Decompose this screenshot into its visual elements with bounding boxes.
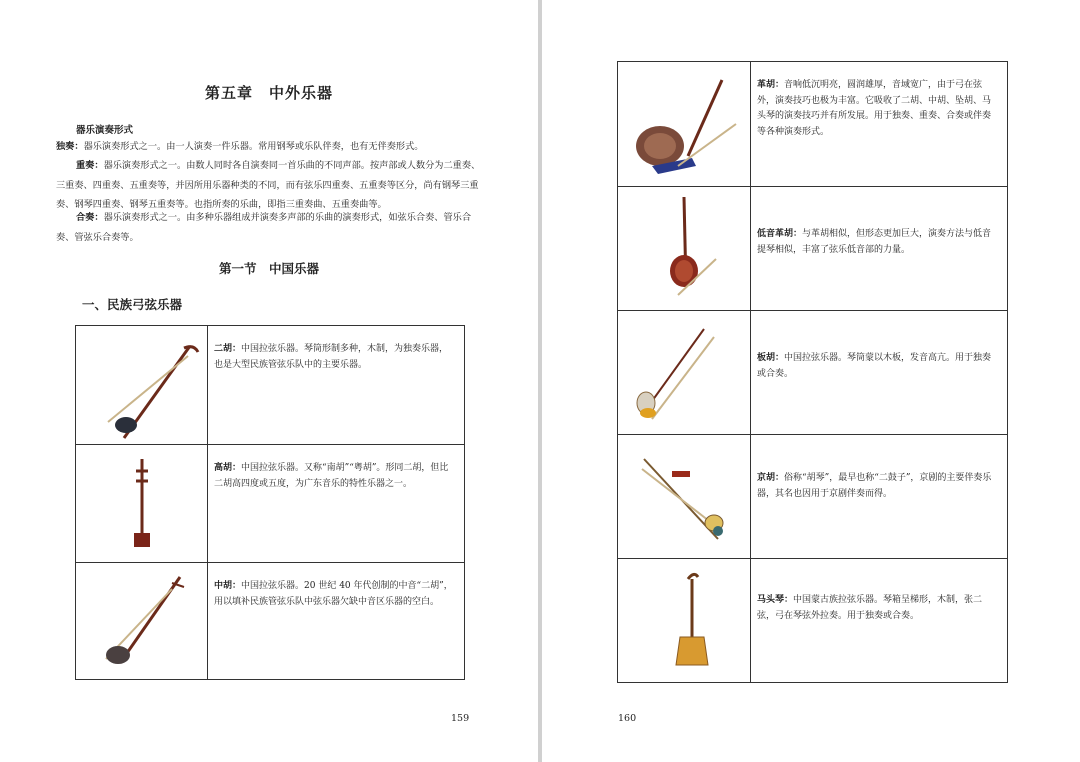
gehu-description-cell: [751, 62, 1008, 187]
bass-gehu-image-cell: [618, 187, 751, 311]
right-page: [542, 0, 1080, 762]
term-ensemble: 重奏：: [76, 160, 104, 171]
gaohu-description-cell: [208, 445, 465, 563]
bass-gehu-desc: 与革胡相似，但形态更加巨大，演奏方法与低音提琴相似，丰富了弦乐低音部的力量。: [757, 229, 992, 255]
table-row: [618, 187, 1008, 311]
gaohu-image-cell: [76, 445, 208, 563]
performance-forms-heading: 器乐演奏形式: [76, 125, 134, 136]
gaohu-desc: 中国拉弦乐器。又称“南胡”“粤胡”。形同二胡，但比二胡高四度或五度，为广东音乐的特性乐器之一。: [214, 463, 449, 489]
zhonghu-name: 中胡：: [214, 581, 242, 591]
chapter-title: 第五章 中外乐器: [204, 84, 333, 102]
zhonghu-desc: 中国拉弦乐器。20 世纪 40 年代创制的中音“二胡”，用以填补民族管弦乐队中弦乐器欠缺中音区乐器的空白。: [214, 581, 453, 607]
term-tutti: 合奏：: [76, 212, 104, 223]
left-page: [0, 0, 538, 762]
erhu-image: [76, 326, 208, 445]
zhonghu-image-cell: [76, 563, 208, 680]
erhu-description-cell: [208, 326, 465, 445]
table-row: [618, 559, 1008, 683]
matouqin-image: [618, 559, 751, 683]
banhu-name: 板胡：: [757, 353, 785, 363]
table-row: [618, 435, 1008, 559]
page-number-left: 159: [451, 713, 470, 724]
text-ensemble: 器乐演奏形式之一。由数人同时各自演奏同一首乐曲的不同声部。按声部或人数分为二重奏、三重奏、四重奏、五重奏等，并因所用乐器种类的不同，而有弦乐四重奏、五重奏等区分，尚有钢琴三重奏、钢琴四重奏、钢琴五重奏等。也指所奏的乐曲，即指三重奏曲、五重奏曲等。: [56, 160, 481, 210]
subsection-title: 一、民族弓弦乐器: [82, 297, 183, 312]
term-solo: 独奏：: [56, 141, 84, 152]
page-number-right: 160: [618, 713, 637, 724]
matouqin-image-cell: [618, 559, 751, 683]
table-row: [76, 563, 465, 680]
zhonghu-image: [76, 563, 208, 680]
paragraph-ensemble: [56, 156, 486, 215]
banhu-desc: 中国拉弦乐器。琴筒蒙以木板，发音高亢。用于独奏或合奏。: [757, 353, 992, 379]
banhu-image-cell: [618, 311, 751, 435]
bass-gehu-description-cell: [751, 187, 1008, 311]
zhonghu-description-cell: [208, 563, 465, 680]
paragraph-tutti: [56, 208, 486, 247]
table-row: [618, 62, 1008, 187]
jinghu-image: [618, 435, 751, 559]
gaohu-image: [76, 445, 208, 563]
gehu-name: 革胡：: [757, 80, 785, 90]
matouqin-description-cell: [751, 559, 1008, 683]
gehu-desc: 音响低沉明亮，圆润雄厚，音域宽广，由于弓在弦外，演奏技巧也极为丰富。它吸收了二胡、中胡、坠胡、马头琴的演奏技巧并有所发展。用于独奏、重奏、合奏或伴奏等各种演奏形式。: [757, 80, 992, 137]
gehu-image: [618, 62, 751, 187]
paragraph-solo: [56, 137, 486, 157]
bass-gehu-name: 低音革胡：: [757, 229, 803, 239]
jinghu-desc: 俗称“胡琴”，最早也称“二鼓子”，京剧的主要伴奏乐器，其名也因用于京剧伴奏而得。: [757, 473, 992, 499]
banhu-image: [618, 311, 751, 435]
instrument-table-right: [617, 61, 1008, 683]
gehu-image-cell: [618, 62, 751, 187]
erhu-name: 二胡：: [214, 344, 242, 354]
matouqin-desc: 中国蒙古族拉弦乐器。琴箱呈梯形，木制，张二弦，弓在琴弦外拉奏。用于独奏或合奏。: [757, 595, 983, 621]
instrument-table-left: [75, 325, 465, 680]
erhu-image-cell: [76, 326, 208, 445]
jinghu-name: 京胡：: [757, 473, 785, 483]
table-row: [618, 311, 1008, 435]
erhu-desc: 中国拉弦乐器。琴筒形制多种，木制，为独奏乐器，也是大型民族管弦乐队中的主要乐器。: [214, 344, 449, 370]
matouqin-name: 马头琴：: [757, 595, 794, 605]
jinghu-description-cell: [751, 435, 1008, 559]
banhu-description-cell: [751, 311, 1008, 435]
text-tutti: 器乐演奏形式之一。由多种乐器组成并演奏多声部的乐曲的演奏形式，如弦乐合奏、管乐合奏、管弦乐合奏等。: [56, 212, 472, 243]
text-solo: 器乐演奏形式之一。由一人演奏一件乐器。常用钢琴或乐队伴奏，也有无伴奏形式。: [83, 141, 424, 152]
gaohu-name: 高胡：: [214, 463, 242, 473]
jinghu-image-cell: [618, 435, 751, 559]
section-title: 第一节 中国乐器: [218, 261, 319, 276]
table-row: [76, 445, 465, 563]
table-row: [76, 326, 465, 445]
bass-gehu-image: [618, 187, 751, 311]
